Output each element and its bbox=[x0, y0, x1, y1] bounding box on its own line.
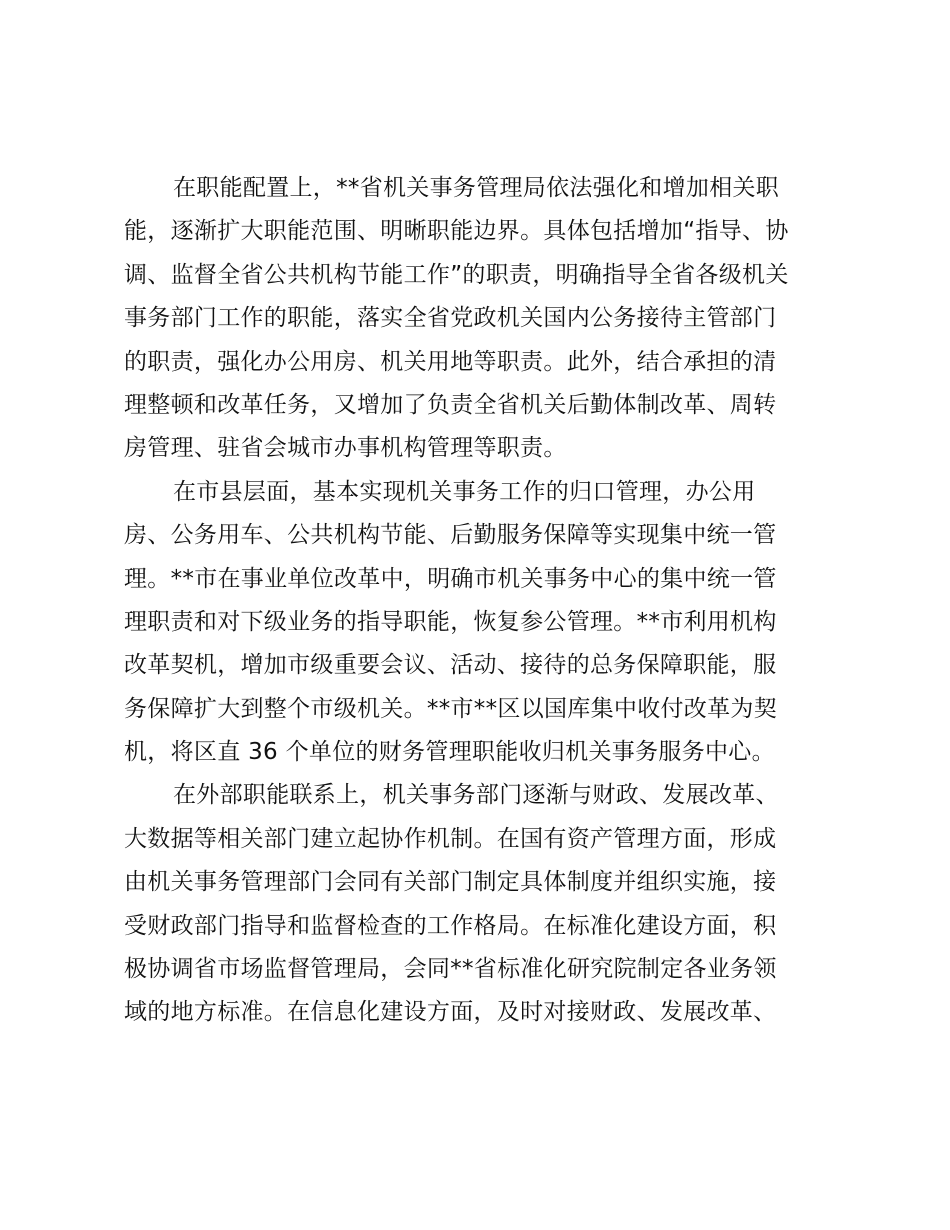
paragraph-city-county-level bbox=[124, 471, 836, 775]
text-line: 机，将区直 36 个单位的财务管理职能收归机关事务服务中心。 bbox=[124, 739, 775, 766]
text-line: 在外部职能联系上，机关事务部门逐渐与财政、发展改革、 bbox=[173, 782, 779, 809]
text-line: 改革契机，增加市级重要会议、活动、接待的总务保障职能，服 bbox=[124, 652, 777, 679]
text-line: 理整顿和改革任务，又增加了负责全省机关后勤体制改革、周转 bbox=[124, 391, 777, 418]
text-line: 大数据等相关部门建立起协作机制。在国有资产管理方面，形成 bbox=[124, 825, 777, 852]
text-line: 理职责和对下级业务的指导职能，恢复参公管理。**市利用机构 bbox=[124, 608, 777, 635]
text-line: 受财政部门指导和监督检查的工作格局。在标准化建设方面，积 bbox=[124, 912, 777, 939]
paragraph-external-links bbox=[124, 774, 836, 1034]
text-line: 理。**市在事业单位改革中，明确市机关事务中心的集中统一管 bbox=[124, 565, 777, 592]
paragraph-function-allocation bbox=[124, 167, 836, 471]
text-line: 务保障扩大到整个市级机关。**市**区以国库集中收付改革为契 bbox=[124, 695, 777, 722]
text-line: 事务部门工作的职能，落实全省党政机关国内公务接待主管部门 bbox=[124, 305, 777, 332]
text-line: 在职能配置上，**省机关事务管理局依法强化和增加相关职 bbox=[173, 175, 780, 201]
text-line: 由机关事务管理部门会同有关部门制定具体制度并组织实施，接 bbox=[124, 869, 777, 896]
text-line: 极协调省市场监督管理局，会同**省标准化研究院制定各业务领 bbox=[124, 956, 777, 983]
text-line: 房、公务用车、公共机构节能、后勤服务保障等实现集中统一管 bbox=[124, 522, 777, 549]
text-line: 的职责，强化办公用房、机关用地等职责。此外，结合承担的清 bbox=[124, 348, 777, 375]
text-line: 能，逐渐扩大职能范围、明晰职能边界。具体包括增加“指导、协 bbox=[124, 218, 789, 245]
text-line: 调、监督全省公共机构节能工作”的职责，明确指导全省各级机关 bbox=[124, 261, 789, 288]
body-text bbox=[124, 167, 836, 1035]
text-line: 在市县层面，基本实现机关事务工作的归口管理，办公用 bbox=[173, 478, 756, 505]
text-line: 房管理、驻省会城市办事机构管理等职责。 bbox=[124, 435, 567, 462]
text-line: 域的地方标准。在信息化建设方面，及时对接财政、发展改革、 bbox=[124, 999, 777, 1026]
